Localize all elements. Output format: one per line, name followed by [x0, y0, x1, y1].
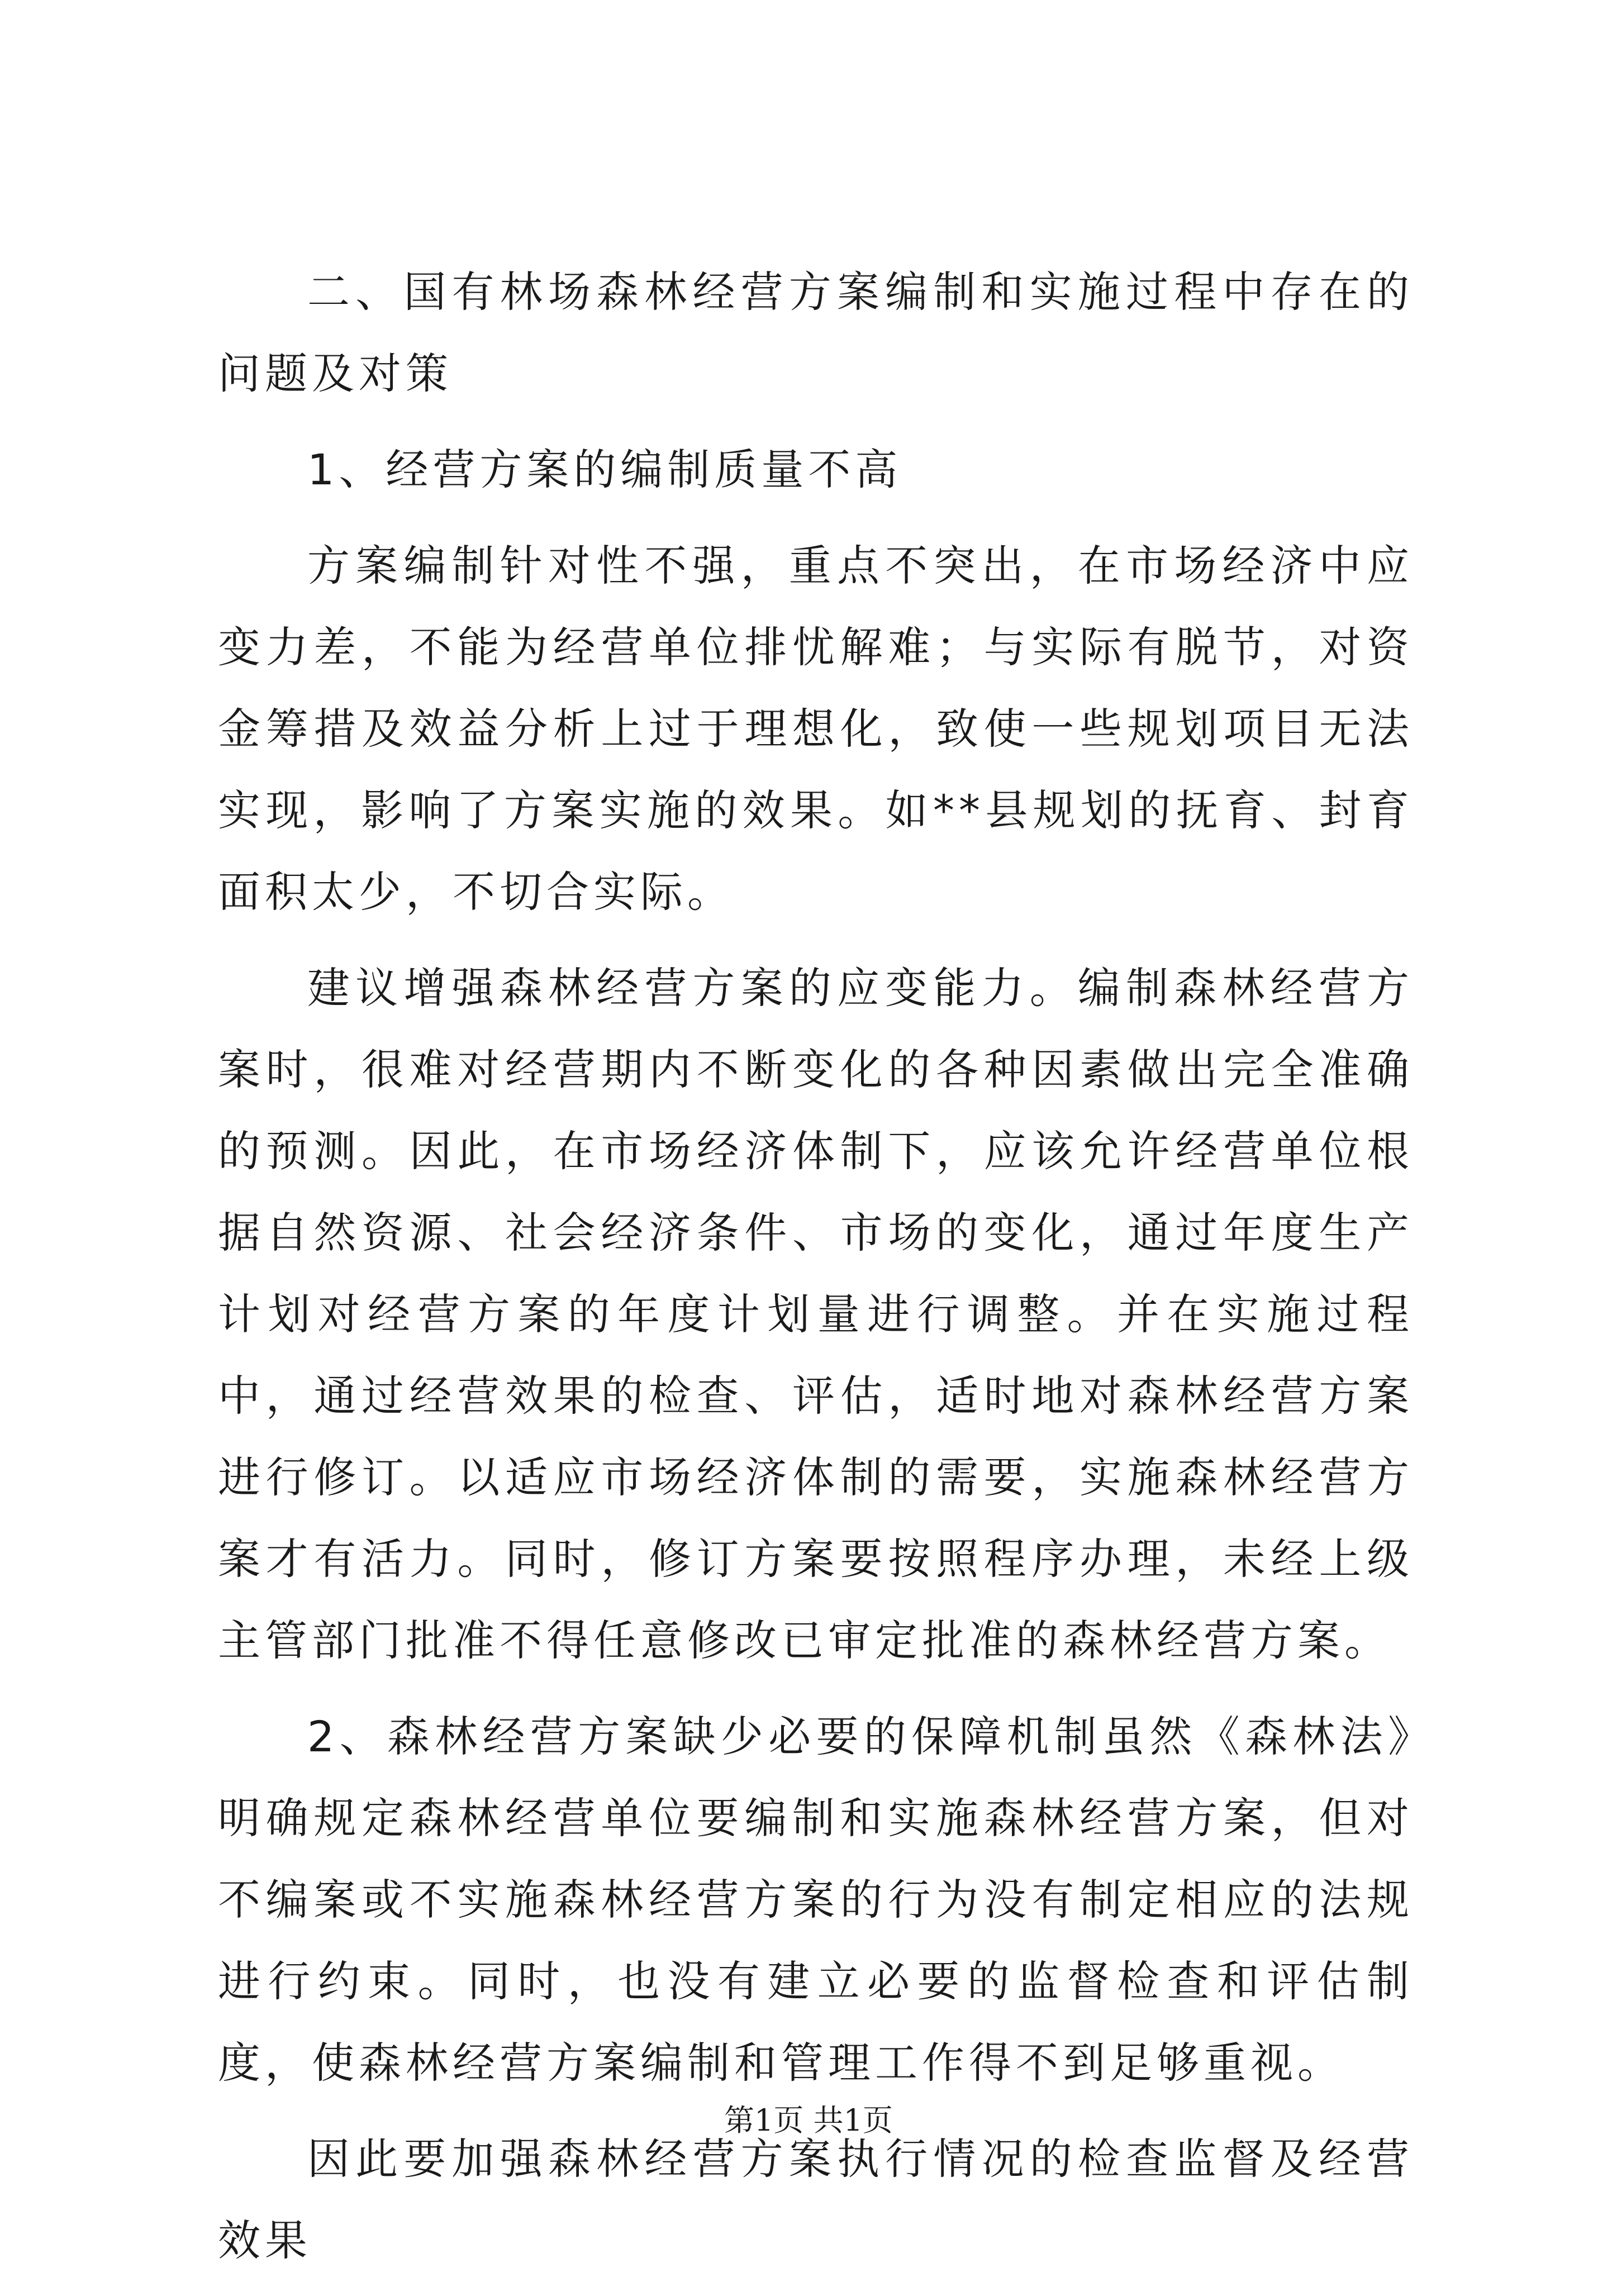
subsection-heading-1: 1、经营方案的编制质量不高: [307, 445, 902, 494]
subsection-heading-2: 2、森林经营方案缺少必要的保障机制虽然《森林法》明确规定森林经营单位要编制和实施森林经营方案，但对不编案或不实施森林经营方案的行为没有制定相应的法规进行约束。同时，也没有建立必要的监督检查和评估制度，使森林经营方案编制和管理工作得不到足够重视。: [218, 1712, 1414, 2088]
document-body: [218, 251, 1414, 2296]
page-footer: [0, 2098, 1617, 2143]
body-paragraph: 因此要加强森林经营方案执行情况的检查监督及经营效果: [218, 2134, 1414, 2265]
body-paragraph: 方案编制针对性不强，重点不突出，在市场经济中应变力差，不能为经营单位排忧解难；与实际有脱节，对资金筹措及效益分析上过于理想化，致使一些规划项目无法实现，影响了方案实施的效果。如**县规划的抚育、封育面积太少，不切合实际。: [218, 541, 1414, 917]
body-paragraph: 建议增强森林经营方案的应变能力。编制森林经营方案时，很难对经营期内不断变化的各种因素做出完全准确的预测。因此，在市场经济体制下，应该允许经营单位根据自然资源、社会经济条件、市场的变化，通过年度生产计划对经营方案的年度计划量进行调整。并在实施过程中，通过经营效果的检查、评估，适时地对森林经营方案进行修订。以适应市场经济体制的需要，实施森林经营方案才有活力。同时，修订方案要按照程序办理，未经上级主管部门批准不得任意修改已审定批准的森林经营方案。: [218, 963, 1414, 1665]
page-number-label: 第1页 共1页: [724, 2103, 893, 2138]
section-heading: 二、国有林场森林经营方案编制和实施过程中存在的问题及对策: [218, 267, 1414, 398]
